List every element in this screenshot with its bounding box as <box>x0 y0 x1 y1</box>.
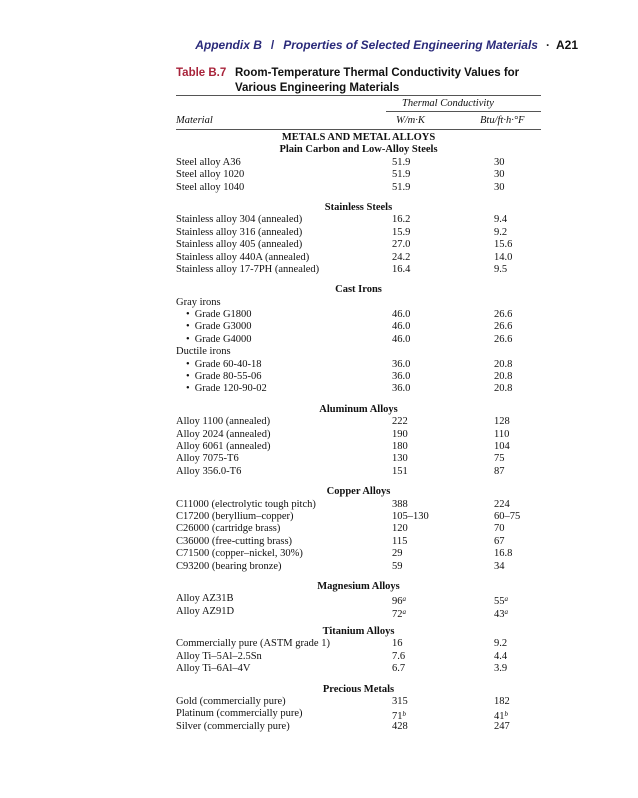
section-gap <box>176 618 541 626</box>
si-value: 388 <box>392 498 408 510</box>
us-value-cell <box>494 309 512 321</box>
si-value: 428 <box>392 720 408 732</box>
si-value: 16 <box>392 638 403 650</box>
table-row <box>176 383 541 395</box>
si-value: 7.6 <box>392 650 406 662</box>
table-row <box>176 651 541 663</box>
us-value-cell <box>494 252 512 264</box>
us-value: 20.8 <box>494 358 513 370</box>
material-column-header: Material <box>176 115 213 126</box>
si-value-cell <box>392 429 408 441</box>
material-name: Alloy AZ91D <box>176 605 235 617</box>
table-row <box>176 606 541 618</box>
si-value: 15.9 <box>392 226 411 238</box>
si-value-cell <box>392 157 410 169</box>
bullet-icon: • <box>186 333 190 345</box>
si-value-cell <box>392 548 403 560</box>
table-title-line1: Room-Temperature Thermal Conductivity Values for <box>235 67 520 79</box>
material-cell <box>176 651 262 663</box>
us-value: 67 <box>494 535 505 547</box>
table-row <box>176 334 541 346</box>
material-name: Silver (commercially pure) <box>176 720 290 732</box>
material-cell <box>176 593 233 605</box>
si-value-cell <box>392 309 410 321</box>
group-rule <box>386 111 541 112</box>
section-gap <box>176 276 541 284</box>
si-value: 16.4 <box>392 263 411 275</box>
si-value-cell <box>392 536 407 548</box>
si-value-cell <box>392 239 410 251</box>
material-cell <box>186 309 252 321</box>
si-value: 36.0 <box>392 358 411 370</box>
us-value: 30 <box>494 156 505 168</box>
material-name: Gray irons <box>176 296 221 308</box>
page-number: A21 <box>555 38 578 52</box>
si-value: 130 <box>392 453 408 465</box>
us-value-cell <box>494 441 510 453</box>
us-value-cell <box>494 383 512 395</box>
material-name: Steel alloy 1040 <box>176 181 245 193</box>
us-value-cell <box>494 429 509 441</box>
us-value: 3.9 <box>494 663 508 675</box>
material-cell <box>176 264 319 276</box>
table-number: Table B.7 <box>176 67 227 79</box>
table-row <box>176 499 541 511</box>
si-value-cell <box>392 523 408 535</box>
us-value-cell <box>494 264 507 276</box>
us-value: 34 <box>494 560 505 572</box>
material-cell <box>186 334 252 346</box>
material-cell <box>176 663 250 675</box>
material-name: Commercially pure (ASTM grade 1) <box>176 638 330 650</box>
si-value: 46.0 <box>392 309 411 321</box>
us-value-cell <box>494 359 512 371</box>
table-row <box>176 182 541 194</box>
si-value-cell <box>392 321 410 333</box>
material-name: Grade 80-55-06 <box>194 371 262 383</box>
table-row <box>176 371 541 383</box>
si-value-cell <box>392 371 410 383</box>
si-value-cell <box>392 453 408 465</box>
section-gap <box>176 194 541 202</box>
material-name: C36000 (free-cutting brass) <box>176 535 293 547</box>
si-value-cell <box>392 182 410 194</box>
material-cell <box>176 499 316 511</box>
material-cell <box>176 523 280 535</box>
us-value: 20.8 <box>494 383 513 395</box>
si-value-cell <box>392 169 410 181</box>
si-value: 6.7 <box>392 663 406 675</box>
si-value: 51.9 <box>392 181 411 193</box>
material-name: Alloy 1100 (annealed) <box>176 416 271 428</box>
header-dot: · <box>545 38 550 52</box>
us-value: 104 <box>494 440 510 452</box>
material-name: Stainless alloy 440A (annealed) <box>176 251 310 263</box>
si-value: 96 <box>392 596 403 608</box>
material-name: Steel alloy 1020 <box>176 169 245 181</box>
us-value-cell <box>494 523 505 535</box>
us-value: 60–75 <box>494 510 521 522</box>
material-name: Ductile irons <box>176 346 231 358</box>
material-cell <box>186 371 261 383</box>
us-value: 9.2 <box>494 638 508 650</box>
si-value-cell <box>392 663 405 675</box>
us-value: 70 <box>494 523 505 535</box>
material-name: Alloy 2024 (annealed) <box>176 428 271 440</box>
material-cell <box>176 638 330 650</box>
us-value-cell <box>494 334 512 346</box>
table-row <box>176 523 541 535</box>
material-cell <box>176 441 270 453</box>
table-row <box>176 239 541 251</box>
si-value: 222 <box>392 416 408 428</box>
material-name: C26000 (cartridge brass) <box>176 523 281 535</box>
material-cell <box>176 227 302 239</box>
si-value: 120 <box>392 523 408 535</box>
us-value-cell <box>494 638 507 650</box>
conductivity-table <box>176 132 541 733</box>
us-value: 75 <box>494 453 505 465</box>
section-heading: Titanium Alloys <box>322 626 395 638</box>
top-rule <box>176 95 541 96</box>
material-name: Grade 120-90-02 <box>194 383 267 395</box>
table-row <box>176 696 541 708</box>
us-value-cell <box>494 371 512 383</box>
us-value: 15.6 <box>494 239 513 251</box>
section-heading: Cast Irons <box>335 284 382 296</box>
table-row <box>176 346 541 358</box>
header-title: Properties of Selected Engineering Materials <box>283 38 538 52</box>
material-cell <box>176 721 290 733</box>
material-name: C11000 (electrolytic tough pitch) <box>176 498 316 510</box>
us-value: 9.2 <box>494 226 508 238</box>
us-value-cell <box>494 182 505 194</box>
si-value-cell <box>392 606 406 621</box>
us-value-cell <box>494 239 512 251</box>
table-row <box>176 252 541 264</box>
bullet-icon: • <box>186 358 190 370</box>
section-heading: Aluminum Alloys <box>319 403 398 415</box>
table-row <box>176 511 541 523</box>
table-row <box>176 593 541 608</box>
us-value-cell <box>494 663 507 675</box>
section-heading: Magnesium Alloys <box>317 580 400 592</box>
us-value: 4.4 <box>494 650 508 662</box>
us-value: 30 <box>494 181 505 193</box>
us-value-cell <box>494 536 505 548</box>
material-name: C71500 (copper–nickel, 30%) <box>176 548 303 560</box>
us-value: 30 <box>494 169 505 181</box>
si-value-cell <box>392 511 429 523</box>
material-name: Stainless alloy 405 (annealed) <box>176 239 303 251</box>
si-value: 29 <box>392 548 403 560</box>
material-name: C93200 (bearing bronze) <box>176 560 282 572</box>
si-value-cell <box>392 252 410 264</box>
si-value-cell <box>392 561 403 573</box>
material-name: Steel alloy A36 <box>176 156 241 168</box>
si-value-cell <box>392 264 410 276</box>
table-row <box>176 466 541 478</box>
table-row <box>176 638 541 650</box>
material-cell <box>186 359 261 371</box>
si-value-cell <box>392 227 410 239</box>
us-value: 16.8 <box>494 548 513 560</box>
us-value-cell <box>494 548 512 560</box>
table-row <box>176 297 541 309</box>
si-value-cell <box>392 499 408 511</box>
running-header <box>195 38 578 52</box>
footnote-marker: b <box>402 710 406 719</box>
si-value: 51.9 <box>392 169 411 181</box>
table-row <box>176 708 541 723</box>
si-value: 190 <box>392 428 408 440</box>
material-cell <box>176 346 231 358</box>
material-cell <box>176 561 282 573</box>
si-value-cell <box>392 334 410 346</box>
si-value-cell <box>392 466 408 478</box>
si-value-cell <box>392 696 408 708</box>
si-value-cell <box>392 721 408 733</box>
material-cell <box>176 429 270 441</box>
material-cell <box>176 239 302 251</box>
si-value: 46.0 <box>392 321 411 333</box>
us-column-header: Btu/ft·h·°F <box>480 115 525 126</box>
us-value-cell <box>494 227 507 239</box>
si-value: 36.0 <box>392 383 411 395</box>
si-value: 27.0 <box>392 239 411 251</box>
us-value-cell <box>494 157 505 169</box>
material-name: Stainless alloy 17-7PH (annealed) <box>176 263 320 275</box>
material-name: Alloy 6061 (annealed) <box>176 440 271 452</box>
us-value: 182 <box>494 696 510 708</box>
us-value: 128 <box>494 416 510 428</box>
column-group-header: Thermal Conductivity <box>402 98 494 109</box>
material-name: Stainless alloy 316 (annealed) <box>176 226 303 238</box>
section-gap <box>176 478 541 486</box>
table-row <box>176 721 541 733</box>
material-name: Alloy 356.0-T6 <box>176 465 242 477</box>
si-column-header: W/m·K <box>396 115 425 126</box>
si-value-cell <box>392 416 408 428</box>
us-value-cell <box>494 453 505 465</box>
table-row <box>176 548 541 560</box>
footnote-marker: a <box>402 595 406 604</box>
si-value: 71 <box>392 711 403 723</box>
material-cell <box>176 511 294 523</box>
material-name: Platinum (commercially pure) <box>176 708 303 720</box>
us-value-cell <box>494 511 520 523</box>
table-row <box>176 561 541 573</box>
us-value: 20.8 <box>494 371 513 383</box>
si-value-cell <box>392 638 403 650</box>
material-cell <box>176 157 241 169</box>
si-value: 115 <box>392 535 408 547</box>
bullet-icon: • <box>186 309 190 321</box>
material-cell <box>176 696 286 708</box>
material-cell <box>176 453 239 465</box>
header-separator: / <box>270 38 275 52</box>
table-row <box>176 169 541 181</box>
table-row <box>176 321 541 333</box>
si-value: 105–130 <box>392 510 429 522</box>
us-value: 26.6 <box>494 321 513 333</box>
material-cell <box>176 416 270 428</box>
footnote-marker: b <box>504 710 508 719</box>
section-heading: Plain Carbon and Low-Alloy Steels <box>279 144 438 156</box>
si-value-cell <box>392 359 410 371</box>
us-value-cell <box>494 561 505 573</box>
section-heading: Precious Metals <box>322 683 395 695</box>
material-cell <box>186 383 267 395</box>
si-value-cell <box>392 383 410 395</box>
us-value-cell <box>494 169 505 181</box>
us-value-cell <box>494 651 507 663</box>
us-value-cell <box>494 721 510 733</box>
si-value: 315 <box>392 696 408 708</box>
table-row <box>176 663 541 675</box>
us-value-cell <box>494 214 507 226</box>
material-cell <box>186 321 252 333</box>
us-value: 43 <box>494 608 505 620</box>
si-value-cell <box>392 441 408 453</box>
table-row <box>176 453 541 465</box>
si-value: 59 <box>392 560 403 572</box>
footnote-marker: a <box>504 595 508 604</box>
material-name: Grade G1800 <box>194 309 252 321</box>
material-cell <box>176 708 303 720</box>
si-value: 36.0 <box>392 371 411 383</box>
material-cell <box>176 606 234 618</box>
appendix-label: Appendix B <box>195 38 262 52</box>
us-value-cell <box>494 321 512 333</box>
us-value: 55 <box>494 596 505 608</box>
si-value-cell <box>392 651 405 663</box>
section-heading: Copper Alloys <box>326 486 391 498</box>
si-value: 151 <box>392 465 408 477</box>
si-value: 72 <box>392 608 403 620</box>
material-name: Alloy Ti–5Al–2.5Sn <box>176 650 262 662</box>
table-row <box>176 359 541 371</box>
section-heading: Stainless Steels <box>324 201 393 213</box>
si-value: 51.9 <box>392 156 411 168</box>
bullet-icon: • <box>186 383 190 395</box>
material-name: Alloy Ti–6Al–4V <box>176 663 251 675</box>
table-row <box>176 264 541 276</box>
us-value: 247 <box>494 720 510 732</box>
material-name: Grade G3000 <box>194 321 252 333</box>
material-name: Alloy 7075-T6 <box>176 453 239 465</box>
footnote-marker: a <box>504 607 508 616</box>
material-name: Alloy AZ31B <box>176 593 234 605</box>
us-value: 26.6 <box>494 333 513 345</box>
material-name: C17200 (beryllium–copper) <box>176 510 294 522</box>
us-value-cell <box>494 606 508 621</box>
material-cell <box>176 297 221 309</box>
table-row <box>176 416 541 428</box>
material-name: Gold (commercially pure) <box>176 696 286 708</box>
section-gap <box>176 573 541 581</box>
table-row <box>176 441 541 453</box>
table-row <box>176 429 541 441</box>
footnote-marker: a <box>402 607 406 616</box>
material-cell <box>176 548 303 560</box>
table-row <box>176 214 541 226</box>
material-cell <box>176 182 244 194</box>
material-cell <box>176 214 302 226</box>
us-value: 87 <box>494 465 505 477</box>
us-value: 26.6 <box>494 309 513 321</box>
us-value-cell <box>494 466 505 478</box>
us-value: 110 <box>494 428 510 440</box>
table-caption <box>176 66 556 96</box>
table-row <box>176 536 541 548</box>
us-value: 9.4 <box>494 214 508 226</box>
si-value: 46.0 <box>392 333 411 345</box>
us-value: 14.0 <box>494 251 513 263</box>
section-gap <box>176 396 541 404</box>
material-name: Grade 60-40-18 <box>194 358 262 370</box>
table-title-line2: Various Engineering Materials <box>235 82 400 94</box>
material-cell <box>176 169 244 181</box>
us-value: 41 <box>494 711 505 723</box>
us-value: 9.5 <box>494 263 508 275</box>
section-gap <box>176 676 541 684</box>
material-name: Stainless alloy 304 (annealed) <box>176 214 303 226</box>
material-name: Grade G4000 <box>194 333 252 345</box>
material-cell <box>176 252 309 264</box>
us-value-cell <box>494 416 510 428</box>
header-rule <box>176 129 541 130</box>
si-value: 24.2 <box>392 251 411 263</box>
material-cell <box>176 536 292 548</box>
bullet-icon: • <box>186 321 190 333</box>
us-value-cell <box>494 696 510 708</box>
section-heading: METALS AND METAL ALLOYS <box>281 132 436 143</box>
us-value-cell <box>494 499 510 511</box>
si-value: 180 <box>392 440 408 452</box>
table-row <box>176 309 541 321</box>
table-row <box>176 227 541 239</box>
table-row <box>176 157 541 169</box>
us-value: 224 <box>494 498 510 510</box>
material-cell <box>176 466 241 478</box>
bullet-icon: • <box>186 371 190 383</box>
si-value-cell <box>392 214 410 226</box>
si-value: 16.2 <box>392 214 411 226</box>
